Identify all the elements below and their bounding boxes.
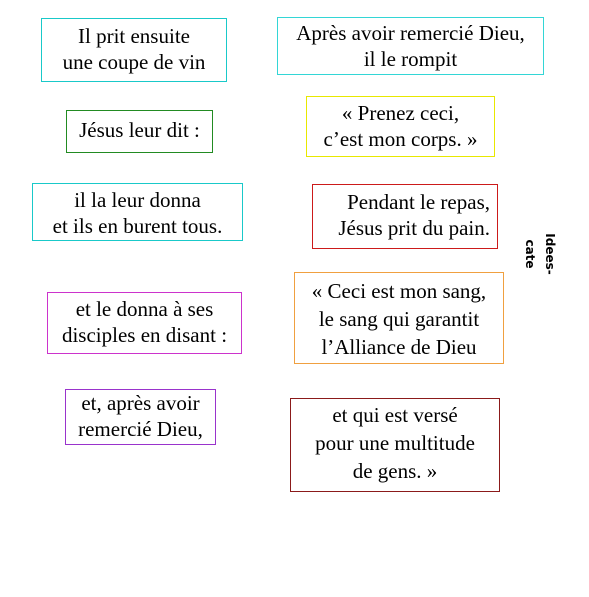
card-text: et, après avoir remercié Dieu, bbox=[78, 391, 203, 441]
watermark-label: Idees-cate bbox=[523, 233, 557, 275]
card-text: Il prit ensuite une coupe de vin bbox=[62, 24, 206, 74]
card-text: il la leur donna et ils en burent tous. bbox=[52, 188, 223, 238]
card-text: « Prenez ceci, c’est mon corps. » bbox=[323, 101, 478, 151]
card-text: et le donna à ses disciples en disant : bbox=[61, 297, 228, 347]
verse-card-ils-en-burent bbox=[32, 183, 243, 241]
card-text: et qui est versé pour une multitude de gens. » bbox=[315, 403, 475, 483]
verse-card-en-disant bbox=[47, 292, 242, 354]
verse-card-mon-corps bbox=[306, 96, 495, 157]
verse-card-remercie-dieu bbox=[65, 389, 216, 445]
card-text: Après avoir remercié Dieu, il le rompit bbox=[296, 21, 525, 71]
card-text: Pendant le repas, Jésus prit du pain. bbox=[338, 190, 490, 240]
card-text: « Ceci est mon sang, le sang qui garantit l’Alliance de Dieu bbox=[311, 279, 487, 359]
verse-card-mon-sang bbox=[294, 272, 504, 364]
card-text: Jésus leur dit : bbox=[79, 118, 200, 142]
verse-card-multitude bbox=[290, 398, 500, 492]
verse-card-il-le-rompit bbox=[277, 17, 544, 75]
verse-card-pendant-le-repas bbox=[312, 184, 498, 249]
verse-card-coupe-de-vin bbox=[41, 18, 227, 82]
verse-card-jesus-leur-dit bbox=[66, 110, 213, 153]
